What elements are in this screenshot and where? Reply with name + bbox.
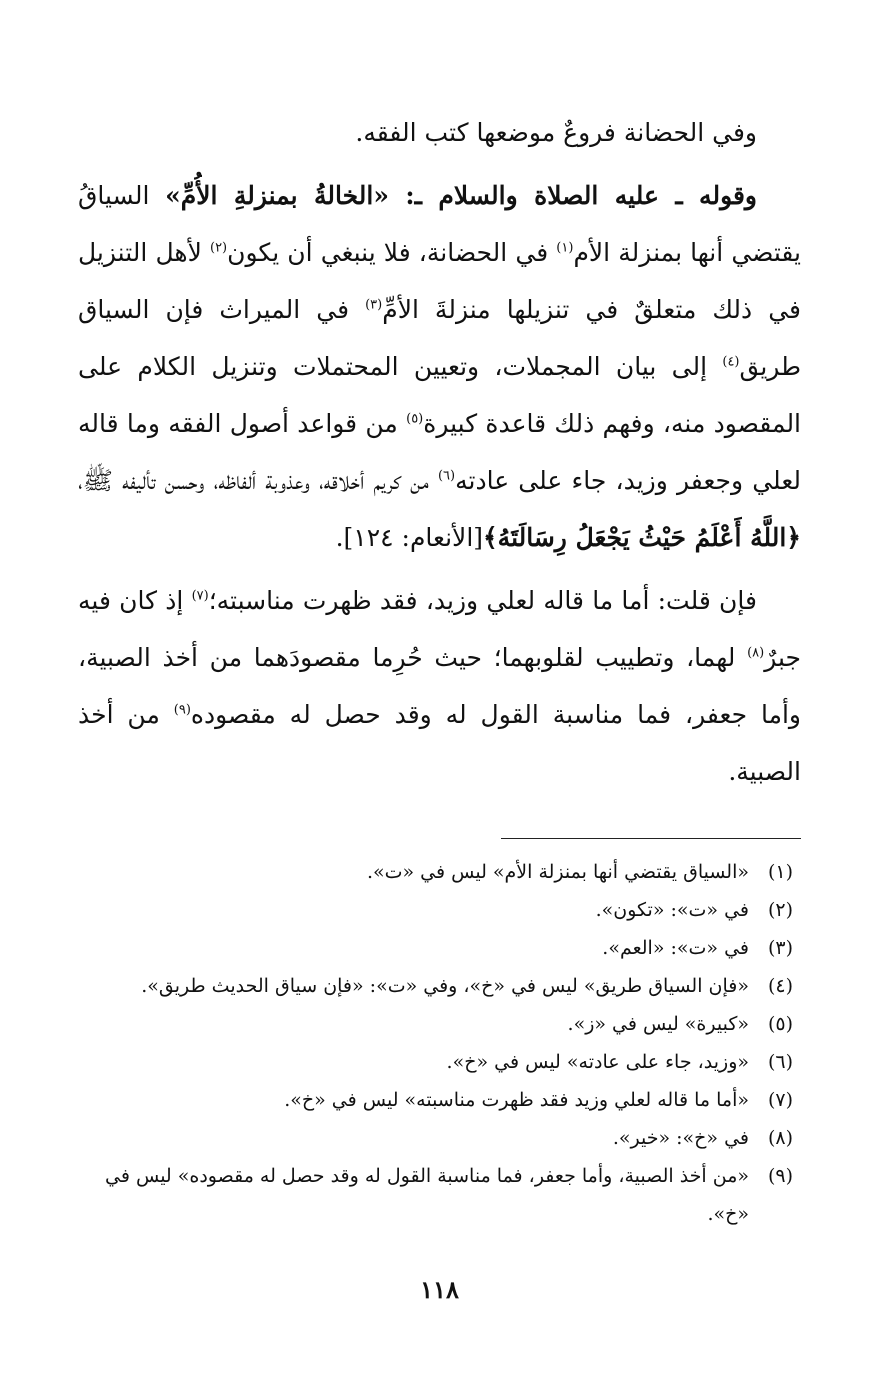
footnote-text: «كبيرة» ليس في «ز». (567, 1013, 749, 1035)
footnote-item (78, 1081, 801, 1119)
paragraph-3 (78, 572, 801, 800)
footnote-item (78, 929, 801, 967)
paragraph-2-text-b: في الحضانة، فلا ينبغي أن يكون (227, 238, 557, 267)
footnote-item (78, 891, 801, 929)
footnote-item (78, 853, 801, 891)
footnote-text: في «ت»: «العم». (602, 937, 749, 959)
paragraph-2-text-g: من كريم أخلاقه، وعذوبة ألفاظه، وحسن تأليفه ﷺ، (78, 466, 438, 495)
quran-verse: ﴿اللَّهُ أَعْلَمُ حَيْثُ يَجْعَلُ رِسَالَتَهُ﴾ (483, 523, 801, 552)
footnote-text: «أما ما قاله لعلي وزيد فقد ظهرت مناسبته» ليس في «خ». (284, 1089, 749, 1111)
footnote-separator (501, 838, 801, 839)
footnote-number: (٨) (767, 1127, 793, 1149)
footnote-text: «فإن السياق طريق» ليس في «خ»، وفي «ت»: «فإن سياق الحديث طريق». (141, 975, 749, 997)
footnote-number: (٦) (767, 1051, 793, 1073)
footnote-item (78, 1157, 801, 1233)
footnote-item (78, 967, 801, 1005)
paragraph-3-text-a: فإن قلت: أما ما قاله لعلي وزيد، فقد ظهرت مناسبته؛ (208, 586, 757, 615)
paragraph-2-text-a: السياقُ يقتضي أنها بمنزلة الأم (78, 181, 801, 267)
footnote-item (78, 1119, 801, 1157)
footnote-text: «وزيد، جاء على عادته» ليس في «خ». (446, 1051, 749, 1073)
paragraph-2 (78, 167, 801, 566)
footnote-number: (٤) (767, 975, 793, 997)
footnote-number: (٩) (767, 1165, 793, 1187)
footnote-number: (١) (767, 861, 793, 883)
paragraph-3-text-b: إذ كان فيه جبرٌ (78, 586, 801, 672)
main-text (78, 104, 801, 800)
paragraph-2-text-c: لأهل التنزيل في ذلك متعلقٌ في تنزيلها منزلةَ الأمِّ (78, 238, 801, 324)
footnote-ref-9[interactable]: (٩) (173, 702, 191, 718)
verse-reference: [الأنعام: ١٢٤]. (335, 523, 484, 552)
footnote-ref-1[interactable]: (١) (556, 240, 574, 256)
paragraph-2-text-d: في الميراث فإن السياق طريق (78, 295, 801, 381)
footnote-text: «من أخذ الصبية، وأما جعفر، فما مناسبة القول له وقد حصل له مقصوده» ليس في «خ». (105, 1165, 749, 1225)
footnote-text: في «خ»: «خير». (612, 1127, 749, 1149)
paragraph-1-text: وفي الحضانة فروعٌ موضعها كتب الفقه. (355, 118, 757, 147)
footnote-ref-4[interactable]: (٤) (722, 354, 740, 370)
page-number: ١١٨ (420, 1275, 459, 1304)
footnote-number: (٣) (767, 937, 793, 959)
footnote-ref-3[interactable]: (٣) (365, 297, 383, 313)
paragraph-3-text-d: من أخذ الصبية. (78, 700, 801, 786)
footnote-item (78, 1043, 801, 1081)
hadith-quote: «الخالةُ بمنزلةِ الأُمِّ» (165, 181, 389, 210)
hadith-intro: وقوله ـ عليه الصلاة والسلام ـ: (388, 181, 758, 210)
paragraph-1 (78, 104, 801, 161)
footnote-text: في «ت»: «تكون». (595, 899, 749, 921)
footnote-ref-5[interactable]: (٥) (406, 411, 424, 427)
footnote-ref-6[interactable]: (٦) (437, 468, 456, 484)
footnote-number: (٧) (767, 1089, 793, 1111)
footnote-item (78, 1005, 801, 1043)
footnotes-list (78, 853, 801, 1233)
footnote-text: «السياق يقتضي أنها بمنزلة الأم» ليس في «ت». (366, 861, 749, 883)
paragraph-2-text-f: من قواعد أصول الفقه وما قاله لعلي وجعفر وزيد، جاء على عادته (78, 409, 802, 495)
footnote-ref-7[interactable]: (٧) (191, 588, 209, 604)
footnote-ref-8[interactable]: (٨) (747, 645, 765, 661)
footnote-ref-2[interactable]: (٢) (209, 240, 228, 256)
footnote-number: (٢) (767, 899, 793, 921)
paragraph-3-text-c: لهما، وتطييب لقلوبهما؛ حيث حُرِما مقصودَهما من أخذ الصبية، وأما جعفر، فما مناسبة القول له وقد حصل له مقصوده (78, 643, 801, 729)
footnote-number: (٥) (767, 1013, 793, 1035)
paragraph-2-text-e: إلى بيان المجملات، وتعيين المحتملات وتنزيل الكلام على المقصود منه، وفهم ذلك قاعدة كبيرة (78, 352, 802, 438)
